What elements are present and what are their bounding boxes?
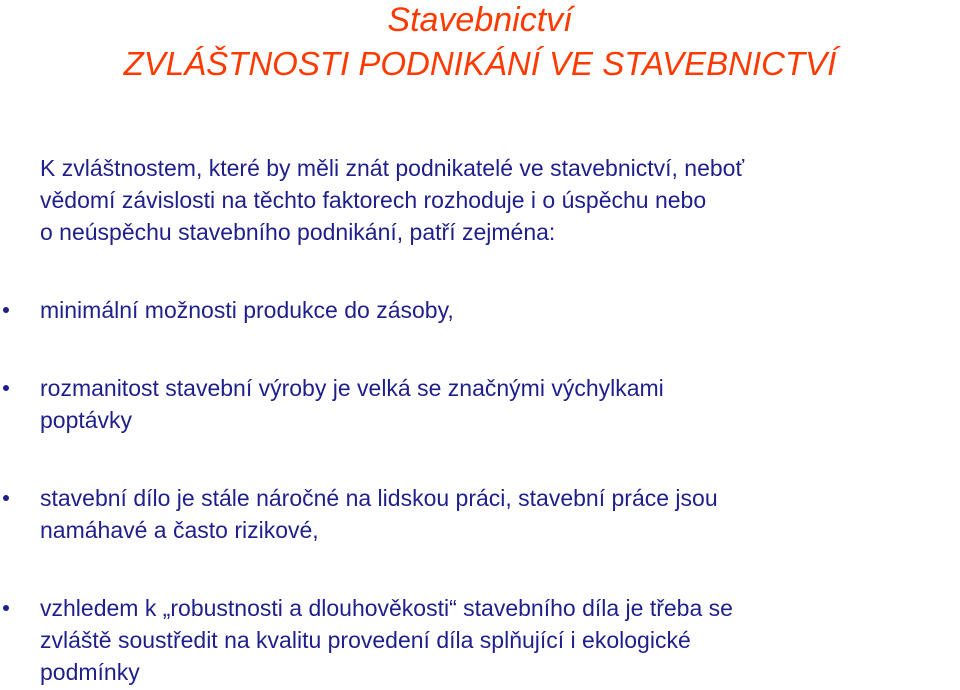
- bullet-line: podmínky: [40, 659, 140, 685]
- bullet-dot-icon: [3, 385, 9, 391]
- bullet-line: rozmanitost stavební výroby je velká se značnými výchylkami: [40, 375, 664, 401]
- bullet-dot-icon: [3, 307, 9, 313]
- bullet-line: poptávky: [40, 407, 133, 433]
- bullet-line: minimální možnosti produkce do zásoby,: [40, 297, 454, 323]
- bullet-line: namáhavé a často rizikové,: [40, 517, 319, 543]
- bullet-line: stavební dílo je stále náročné na lidskou práci, stavební práce jsou: [40, 485, 718, 511]
- intro-line: vědomí závislosti na těchto faktorech rozhoduje i o úspěchu nebo: [40, 187, 707, 213]
- bullet-dot-icon: [3, 495, 9, 501]
- bullet-line: vzhledem k „robustnosti a dlouhověkosti“ stavebního díla je třeba se: [40, 595, 733, 621]
- intro-paragraph: [40, 152, 950, 248]
- page-title-line-1: Stavebnictví: [387, 1, 573, 39]
- bullet-dot-icon: [3, 605, 9, 611]
- bullet-text: [40, 592, 950, 688]
- bullet-text: [40, 482, 950, 546]
- intro-line: o neúspěchu stavebního podnikání, patří zejména:: [40, 219, 556, 245]
- bullet-text: [40, 294, 950, 326]
- page-title-line-2: ZVLÁŠTNOSTI PODNIKÁNÍ VE STAVEBNICTVÍ: [123, 45, 837, 82]
- intro-line: K zvláštnostem, které by měli znát podnikatelé ve stavebnictví, neboť: [40, 155, 745, 181]
- bullet-text: [40, 372, 950, 436]
- bullet-line: zvláště soustředit na kvalitu provedení díla splňující i ekologické: [40, 627, 691, 653]
